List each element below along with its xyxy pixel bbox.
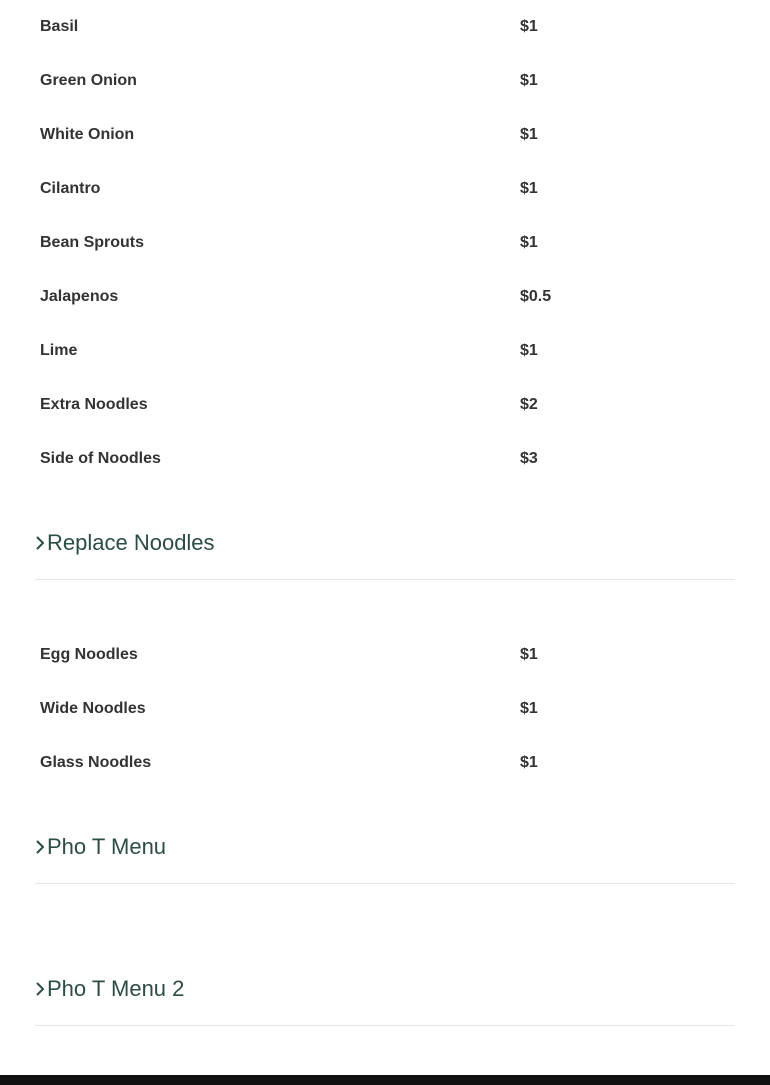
item-price: $1	[520, 342, 538, 359]
chevron-right-icon	[35, 535, 45, 551]
item-name: Basil	[40, 18, 79, 35]
menu-row	[40, 682, 740, 736]
item-price: $1	[520, 72, 538, 89]
item-price: $1	[520, 754, 538, 771]
section-toggle-pho-t-menu[interactable]	[35, 832, 735, 884]
item-name: Side of Noodles	[40, 450, 161, 467]
item-name: Egg Noodles	[40, 646, 138, 663]
item-price: $1	[520, 646, 538, 663]
item-name: Glass Noodles	[40, 754, 152, 771]
item-name: Wide Noodles	[40, 700, 146, 717]
item-price: $1	[520, 234, 538, 251]
section-title: Pho T Menu 2	[47, 976, 185, 1001]
section-title: Replace Noodles	[47, 530, 215, 555]
menu-row	[40, 0, 740, 54]
menu-table-replace-noodles	[40, 628, 740, 790]
section-title: Pho T Menu	[47, 834, 167, 859]
menu-row	[40, 270, 740, 324]
item-price: $1	[520, 18, 538, 35]
item-price: $1	[520, 700, 538, 717]
footer-bar	[0, 1075, 770, 1085]
menu-row	[40, 432, 740, 486]
item-name: Extra Noodles	[40, 396, 148, 413]
item-name: Cilantro	[40, 180, 101, 197]
menu-row	[40, 736, 740, 790]
menu-row	[40, 628, 740, 682]
item-name: Bean Sprouts	[40, 234, 145, 251]
menu-row	[40, 378, 740, 432]
menu-row	[40, 108, 740, 162]
item-price: $1	[520, 180, 538, 197]
menu-row	[40, 54, 740, 108]
item-price: $1	[520, 126, 538, 143]
item-name: Jalapenos	[40, 288, 119, 305]
menu-table-extras	[40, 0, 740, 486]
item-price: $2	[520, 396, 538, 413]
menu-row	[40, 162, 740, 216]
item-price: $3	[520, 450, 538, 467]
item-price: $0.5	[520, 288, 552, 305]
chevron-right-icon	[35, 981, 45, 997]
item-name: Green Onion	[40, 72, 137, 89]
item-name: Lime	[40, 342, 78, 359]
chevron-right-icon	[35, 839, 45, 855]
menu-row	[40, 324, 740, 378]
section-toggle-replace-noodles[interactable]	[35, 528, 735, 580]
menu-row	[40, 216, 740, 270]
section-toggle-pho-t-menu-2[interactable]	[35, 974, 735, 1026]
item-name: White Onion	[40, 126, 135, 143]
